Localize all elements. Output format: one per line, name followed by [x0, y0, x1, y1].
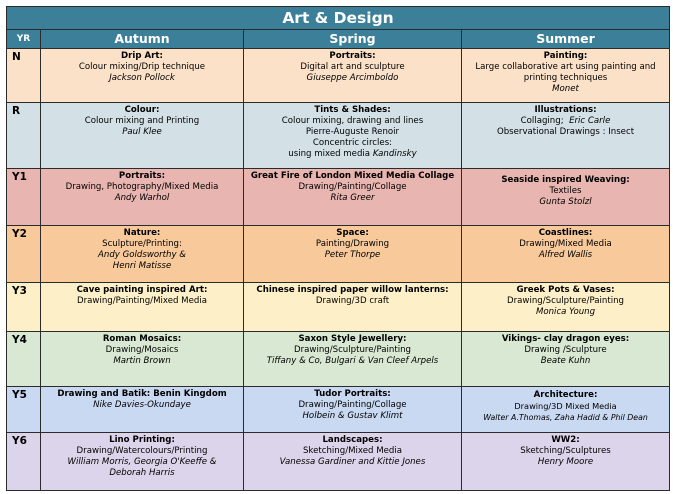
topic-title: Space:: [336, 228, 369, 238]
table-row: [7, 433, 670, 491]
artist-name: Gunta Stolzl: [539, 197, 592, 207]
artist-name: Andy Goldsworthy &: [98, 250, 186, 260]
header-spring: Spring: [244, 30, 462, 49]
topic-title: Chinese inspired paper willow lanterns:: [256, 285, 449, 295]
topic-title: Landscapes:: [322, 435, 383, 445]
artist-name: Jackson Pollock: [109, 73, 175, 83]
technique-line: [247, 149, 458, 160]
year-label: Y5: [7, 387, 41, 433]
topic-title: WW2:: [551, 435, 580, 445]
summer-cell: [462, 169, 670, 226]
autumn-cell: [41, 169, 244, 226]
topic-title: Seaside inspired Weaving:: [501, 175, 630, 185]
header-autumn: Autumn: [41, 30, 244, 49]
artist-name: Monica Young: [535, 307, 596, 317]
spring-cell: [244, 433, 462, 491]
topic-title: Saxon Style Jewellery:: [298, 334, 407, 344]
summer-cell: [462, 49, 670, 103]
year-label: Y6: [7, 433, 41, 491]
summer-cell: [462, 226, 670, 283]
table-row: [7, 169, 670, 226]
artist-name: Walter A.Thomas, Zaha Hadid & Phil Dean: [483, 413, 648, 422]
year-label: R: [7, 103, 41, 169]
technique-line: Drawing/3D craft: [315, 296, 390, 306]
artist-name: Beate Kuhn: [540, 356, 591, 366]
header-summer: Summer: [462, 30, 670, 49]
spring-cell: [244, 49, 462, 103]
topic-title: Drawing and Batik: Benin Kingdom: [57, 389, 227, 399]
summer-cell: [462, 387, 670, 433]
technique-line: Drawing/Painting/Collage: [298, 182, 407, 192]
technique-line: Sculpture/Printing:: [102, 239, 182, 249]
artist-name: William Morris, Georgia O'Keeffe &: [67, 457, 217, 467]
autumn-cell: [41, 49, 244, 103]
header-yr: YR: [7, 30, 41, 49]
year-label: Y1: [7, 169, 41, 226]
topic-title: Drip Art:: [121, 51, 163, 61]
summer-cell: [462, 332, 670, 387]
spring-cell: [244, 169, 462, 226]
technique-line: Drawing/Watercolours/Printing: [76, 446, 208, 456]
technique-line: Drawing/Painting/Mixed Media: [77, 296, 207, 306]
technique-line: [465, 116, 666, 127]
technique-line: Large collaborative art using painting and printing techniques: [475, 62, 656, 83]
technique-line: Drawing/Sculpture/Painting: [507, 296, 625, 306]
topic-title: Lino Printing:: [109, 435, 175, 445]
spring-cell: [244, 283, 462, 332]
artist-name: Peter Thorpe: [324, 250, 381, 260]
topic-title: Tints & Shades:: [314, 105, 391, 115]
table-row: [7, 283, 670, 332]
artist-name: Henry Moore: [537, 457, 594, 467]
year-label: Y3: [7, 283, 41, 332]
artist-name: Andy Warhol: [114, 193, 170, 203]
art-design-curriculum: [6, 6, 669, 491]
technique-text: Collaging;: [520, 116, 564, 126]
technique-text: using mixed media: [288, 149, 371, 159]
autumn-cell: [41, 433, 244, 491]
autumn-cell: [41, 387, 244, 433]
technique-line: Drawing /Sculpture: [524, 345, 607, 355]
technique-line: Digital art and sculpture: [300, 62, 405, 72]
spring-cell: [244, 226, 462, 283]
technique-line: Colour mixing, drawing and lines: [281, 116, 424, 126]
curriculum-table: [6, 6, 670, 491]
artist-name: Kandinsky: [372, 149, 417, 159]
artist-name: Monet: [552, 84, 579, 94]
topic-title: Portraits:: [329, 51, 376, 61]
header-row: [7, 30, 670, 49]
topic-title: Colour:: [124, 105, 160, 115]
topic-title: Cave painting inspired Art:: [76, 285, 208, 295]
spring-cell: [244, 387, 462, 433]
year-label: Y4: [7, 332, 41, 387]
table-row: [7, 332, 670, 387]
topic-title: Tudor Portraits:: [314, 389, 391, 399]
technique-line: Sketching/Sculptures: [520, 446, 611, 456]
artist-name: Tiffany & Co, Bulgari & Van Cleef Arpels: [266, 356, 439, 366]
technique-line: Drawing/Mosaics: [105, 345, 179, 355]
table-row: [7, 49, 670, 103]
topic-title: Coastlines:: [538, 228, 593, 238]
technique-line: Painting/Drawing: [315, 239, 390, 249]
technique-line: Concentric circles:: [312, 138, 393, 148]
topic-title: Illustrations:: [534, 105, 597, 115]
technique-line: Textiles: [549, 186, 582, 196]
topic-title: Portraits:: [118, 171, 166, 181]
topic-title: Greek Pots & Vases:: [516, 285, 615, 295]
artist-name: Vanessa Gardiner and Kittie Jones: [279, 457, 426, 467]
topic-title: Vikings- clay dragon eyes:: [501, 334, 630, 344]
topic-title: Great Fire of London Mixed Media Collage: [250, 171, 455, 181]
summer-cell: [462, 433, 670, 491]
technique-line: Colour mixing and Printing: [84, 116, 200, 126]
table-row: [7, 226, 670, 283]
technique-line: Drawing/3D Mixed Media: [514, 401, 617, 411]
artist-name: Henri Matisse: [112, 261, 172, 271]
artist-name: Martin Brown: [113, 356, 171, 366]
spring-cell: [244, 332, 462, 387]
technique-line: Sketching/Mixed Media: [302, 446, 403, 456]
artist-name: Deborah Harris: [109, 468, 175, 478]
technique-line: Drawing/Sculpture/Painting: [294, 345, 411, 355]
autumn-cell: [41, 226, 244, 283]
year-label: Y2: [7, 226, 41, 283]
artist-name: Holbein & Gustav Klimt: [302, 411, 403, 421]
autumn-cell: [41, 283, 244, 332]
topic-title: Nature:: [123, 228, 161, 238]
spring-cell: [244, 103, 462, 169]
artist-name: Paul Klee: [122, 127, 162, 137]
summer-cell: [462, 103, 670, 169]
artist-name: Giuseppe Arcimboldo: [306, 73, 399, 83]
technique-line: Observational Drawings : Insect: [496, 127, 635, 137]
topic-title: Roman Mosaics:: [102, 334, 182, 344]
technique-line: Pierre-Auguste Renoir: [305, 127, 400, 137]
autumn-cell: [41, 332, 244, 387]
year-label: N: [7, 49, 41, 103]
table-row: [7, 103, 670, 169]
artist-name: Rita Greer: [330, 193, 375, 203]
autumn-cell: [41, 103, 244, 169]
table-title: Art & Design: [7, 7, 670, 30]
artist-name: Alfred Wallis: [538, 250, 593, 260]
technique-line: Colour mixing/Drip technique: [78, 62, 206, 72]
technique-line: Drawing/Mixed Media: [519, 239, 612, 249]
technique-line: Drawing, Photography/Mixed Media: [65, 182, 219, 192]
artist-name: Nike Davies-Okundaye: [93, 400, 191, 410]
table-row: [7, 387, 670, 433]
summer-cell: [462, 283, 670, 332]
technique-line: Drawing/Painting/Collage: [298, 400, 407, 410]
artist-name: Eric Carle: [569, 116, 611, 126]
topic-title: Painting:: [543, 51, 588, 61]
topic-title: Architecture:: [533, 390, 598, 400]
